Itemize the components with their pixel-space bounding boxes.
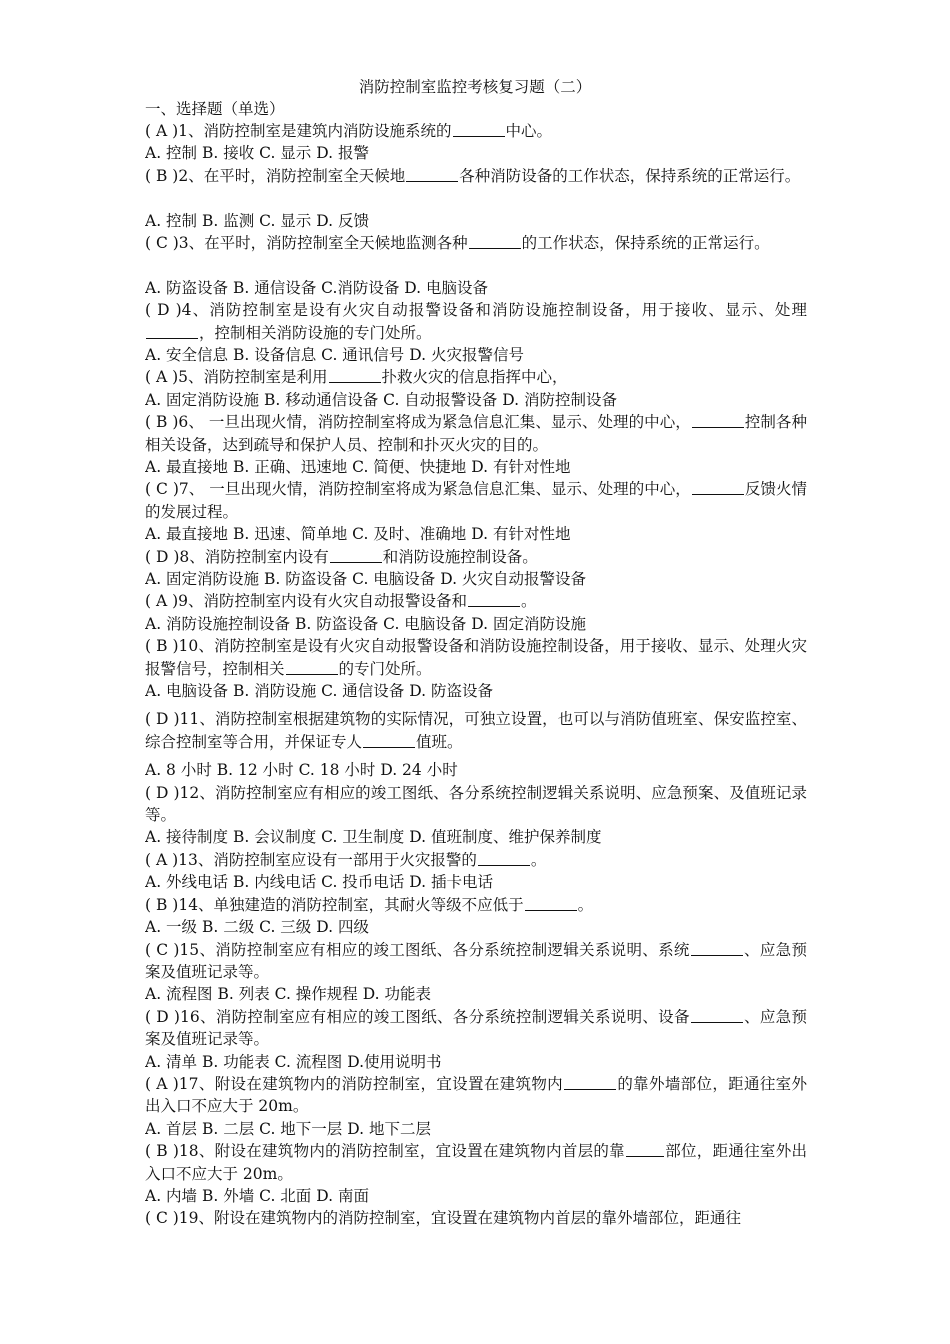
answer-blank [146,324,198,339]
answer-blank [478,851,530,866]
question-6: ( B )6、 一旦出现火情，消防控制室将成为紧急信息汇集、显示、处理的中心， 控制各种相关设备，达到疏导和保护人员、控制和扑灭火灾的目的。 [145,413,807,454]
options-9: A. 消防设施控制设备 B. 防盗设备 C. 电脑设备 D. 固定消防设施 [145,614,586,633]
options-1: A. 控制 B. 接收 C. 显示 D. 报警 [145,144,369,163]
options-15: A. 流程图 B. 列表 C. 操作规程 D. 功能表 [145,985,431,1004]
answer-blank [468,592,520,607]
options-14: A. 一级 B. 二级 C. 三级 D. 四级 [145,918,369,937]
answer-blank [453,122,505,137]
question-list [145,120,807,1230]
section-heading: 一、选择题（单选） [145,100,285,118]
question-1: ( A )1、消防控制室是建筑内消防设施系统的 中心。 [145,122,553,140]
options-10: A. 电脑设备 B. 消防设施 C. 通信设备 D. 防盗设备 [145,682,493,701]
question-7: ( C )7、 一旦出现火情，消防控制室将成为紧急信息汇集、显示、处理的中心， 反馈火情的发展过程。 [145,480,807,521]
answer-blank [286,660,338,675]
question-16: ( D )16、消防控制室应有相应的竣工图纸、各分系统控制逻辑关系说明、设备 、应急预案及值班记录等。 [145,1007,807,1049]
options-16: A. 清单 B. 功能表 C. 流程图 D.使用说明书 [145,1052,442,1071]
options-2: A. 控制 B. 监测 C. 显示 D. 反馈 [145,211,369,230]
document-title: 消防控制室监控考核复习题（二） [358,78,592,96]
answer-blank [363,733,415,748]
options-12: A. 接待制度 B. 会议制度 C. 卫生制度 D. 值班制度、维护保养制度 [145,828,602,847]
question-4: ( D )4、消防控制室是设有火灾自动报警设备和消防设施控制设备，用于接收、显示、处理，控制相关消防设施的专门处所。 [145,301,807,342]
answer-blank [564,1075,616,1090]
answer-blank [469,234,521,249]
answer-blank [525,896,577,911]
answer-blank [406,167,458,182]
answer-blank [626,1142,664,1157]
answer-blank [330,548,382,563]
options-6: A. 最直接地 B. 正确、迅速地 C. 简便、快捷地 D. 有针对性地 [145,458,571,477]
question-12: ( D )12、消防控制室应有相应的竣工图纸、各分系统控制逻辑关系说明、应急预案、及值班记录等。 [145,783,807,825]
options-18: A. 内墙 B. 外墙 C. 北面 D. 南面 [145,1186,369,1205]
options-13: A. 外线电话 B. 内线电话 C. 投币电话 D. 插卡电话 [145,873,493,892]
answer-blank [329,368,381,383]
answer-blank [692,480,744,495]
answer-blank [691,941,743,956]
answer-blank [692,413,744,428]
question-9: ( A )9、消防控制室内设有火灾自动报警设备和 。 [145,592,537,611]
question-2: ( B )2、在平时，消防控制室全天候地 各种消防设备的工作状态，保持系统的正常运行。 [145,166,801,185]
question-8: ( D )8、消防控制室内设有 和消防设施控制设备。 [145,547,538,566]
question-10: ( B )10、消防控制室是设有火灾自动报警设备和消防设施控制设备，用于接收、显示、处理火灾报警信号，控制相关 的专门处所。 [145,637,807,678]
question-19: ( C )19、附设在建筑物内的消防控制室，宜设置在建筑物内首层的靠外墙部位，距通往 [145,1209,742,1228]
question-18: ( B )18、附设在建筑物内的消防控制室，宜设置在建筑物内首层的靠 部位，距通往室外出入口不应大于 20m。 [145,1142,807,1183]
question-17: ( A )17、附设在建筑物内的消防控制室，宜设置在建筑物内 的靠外墙部位，距通往室外出入口不应大于 20m。 [145,1074,807,1116]
answer-blank [691,1008,743,1023]
options-4: A. 安全信息 B. 设备信息 C. 通讯信号 D. 火灾报警信号 [145,346,524,365]
question-14: ( B )14、单独建造的消防控制室，其耐火等级不应低于 。 [145,895,594,914]
options-3: A. 防盗设备 B. 通信设备 C.消防设备 D. 电脑设备 [145,278,489,297]
question-11: ( D )11、消防控制室根据建筑物的实际情况，可独立设置，也可以与消防值班室、保安监控室、综合控制室等合用，并保证专人 值班。 [145,710,807,751]
options-7: A. 最直接地 B. 迅速、简单地 C. 及时、准确地 D. 有针对性地 [145,525,571,544]
question-3: ( C )3、在平时，消防控制室全天候地监测各种 的工作状态，保持系统的正常运行。 [145,234,770,253]
question-15: ( C )15、消防控制室应有相应的竣工图纸、各分系统控制逻辑关系说明、系统 、应急预案及值班记录等。 [145,940,807,981]
options-11: A. 8 小时 B. 12 小时 C. 18 小时 D. 24 小时 [145,761,458,780]
options-8: A. 固定消防设施 B. 防盗设备 C. 电脑设备 D. 火灾自动报警设备 [145,570,586,589]
options-17: A. 首层 B. 二层 C. 地下一层 D. 地下二层 [145,1119,431,1138]
question-5: ( A )5、消防控制室是利用 扑救火灾的信息指挥中心， [145,368,568,387]
options-5: A. 固定消防设施 B. 移动通信设备 C. 自动报警设备 D. 消防控制设备 [145,390,617,409]
question-13: ( A )13、消防控制室应设有一部用于火灾报警的 。 [145,850,547,869]
